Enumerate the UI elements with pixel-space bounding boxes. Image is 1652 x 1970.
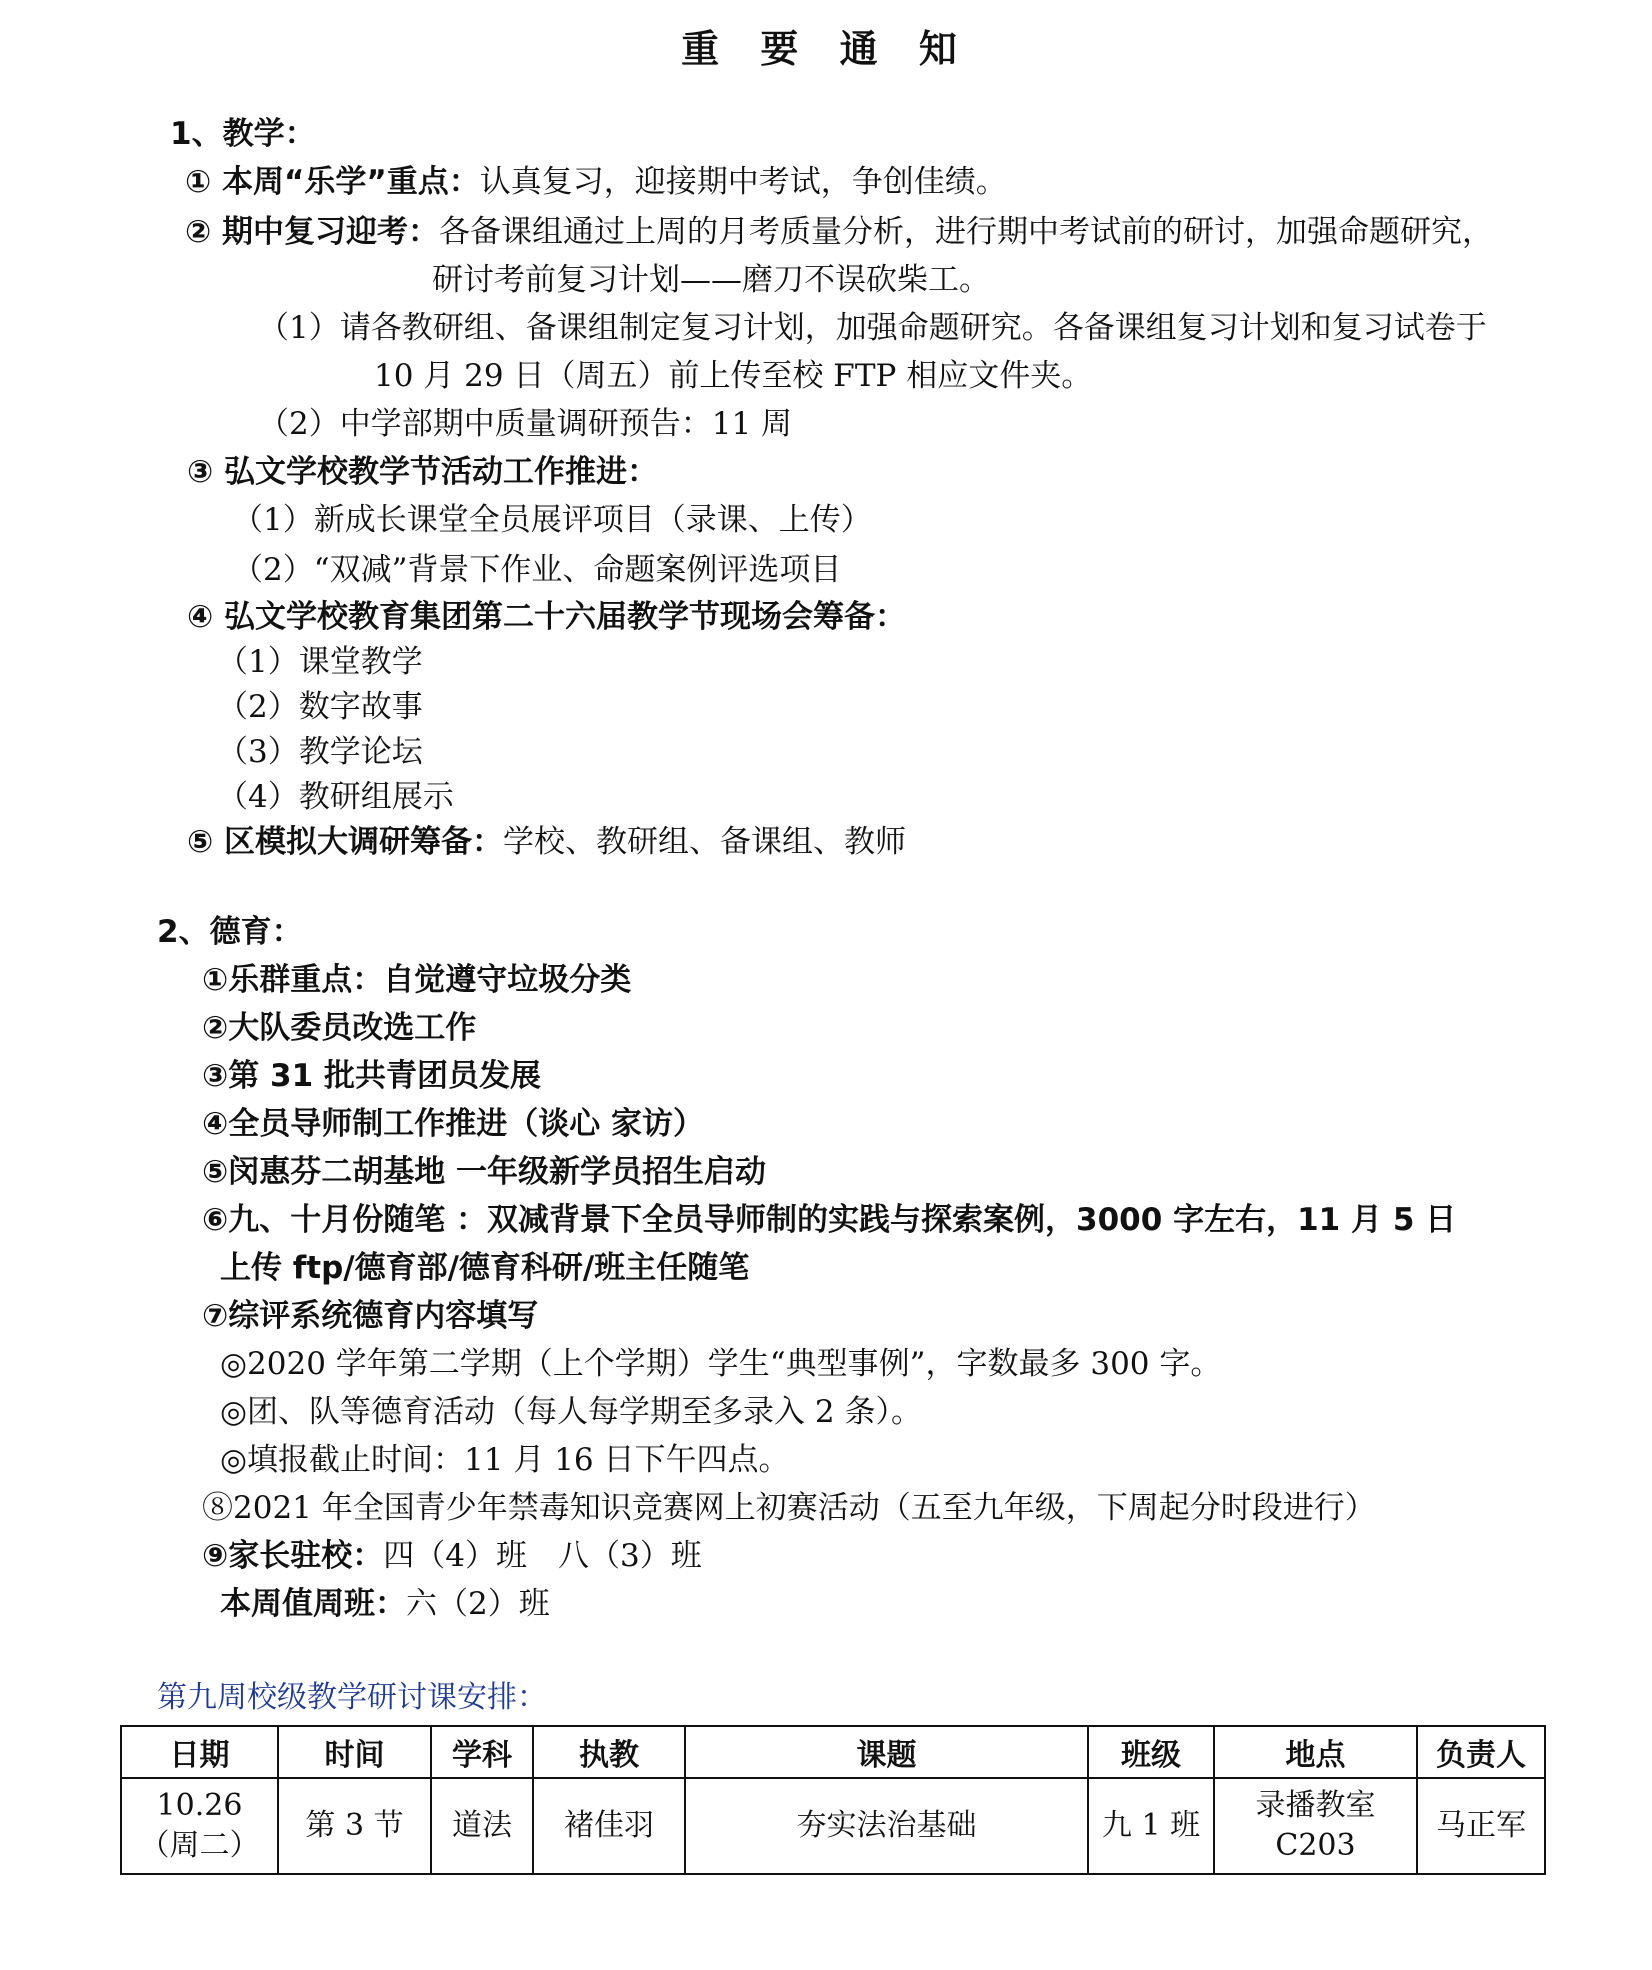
cell-teacher: 褚佳羽 [533, 1778, 685, 1874]
column-header: 学科 [431, 1726, 533, 1778]
teaching-item-1 [185, 162, 1007, 202]
teaching-item-3-sub-2: （2）“双减”背景下作业、命题案例评选项目 [232, 552, 842, 588]
teaching-item-3-label: ③ 弘文学校教学节活动工作推进： [187, 454, 659, 490]
moral-heading: 2、德育： [157, 914, 303, 950]
schedule-heading: 第九周校级教学研讨课安排： [157, 1680, 547, 1715]
column-header: 负责人 [1417, 1726, 1545, 1778]
teaching-item-2-sub-1-cont: 10 月 29 日（周五）前上传至校 FTP 相应文件夹。 [374, 358, 1093, 394]
column-header: 日期 [121, 1726, 278, 1778]
cell-place [1214, 1778, 1417, 1874]
teaching-item-2-label: ② 期中复习迎考： [185, 214, 440, 250]
moral-item-1: ①乐群重点：自觉遵守垃圾分类 [202, 962, 632, 998]
teaching-item-5-text: 学校、教研组、备课组、教师 [503, 824, 907, 860]
cell-time: 第 3 节 [278, 1778, 431, 1874]
table-row [121, 1778, 1545, 1874]
duty-class-label: 本周值周班： [220, 1586, 406, 1622]
cell-place-line-2: C203 [1275, 1828, 1356, 1863]
teaching-item-2-sub-1: （1）请各教研组、备课组制定复习计划，加强命题研究。各备课组复习计划和复习试卷于 [258, 310, 1487, 346]
page-title: 重 要 通 知 [681, 27, 971, 71]
teaching-item-4-label: ④ 弘文学校教育集团第二十六届教学节现场会筹备： [187, 599, 907, 635]
teaching-item-2-sub-2: （2）中学部期中质量调研预告：11 周 [258, 406, 793, 442]
teaching-item-4-sub: （3）教学论坛 [217, 734, 423, 770]
moral-item-9-label: ⑨家长驻校： [202, 1538, 384, 1574]
teaching-item-2 [185, 212, 1493, 252]
column-header: 班级 [1088, 1726, 1214, 1778]
schedule-table [120, 1725, 1546, 1875]
teaching-item-4-sub: （1）课堂教学 [217, 644, 423, 680]
teaching-item-1-label: ① 本周“乐学”重点： [185, 164, 480, 200]
moral-item-9-text: 四（4）班 八（3）班 [383, 1538, 702, 1574]
moral-item-6: ⑥九、十月份随笔 ：双减背景下全员导师制的实践与探索案例，3000 字左右，11 月 5 日 [202, 1202, 1457, 1238]
teaching-item-3-sub-1: （1）新成长课堂全员展评项目（录课、上传） [232, 502, 872, 538]
column-header: 地点 [1214, 1726, 1417, 1778]
cell-place-line-1: 录播教室 [1255, 1788, 1376, 1823]
moral-item-4: ④全员导师制工作推进（谈心 家访） [202, 1106, 705, 1142]
moral-item-7-sub: ◎2020 学年第二学期（上个学期）学生“典型事例”，字数最多 300 字。 [220, 1346, 1222, 1382]
moral-item-6-cont: 上传 ftp/德育部/德育科研/班主任随笔 [220, 1250, 750, 1286]
cell-owner: 马正军 [1417, 1778, 1545, 1874]
cell-date-line-2: （周二） [139, 1828, 260, 1863]
teaching-item-5 [187, 822, 906, 862]
column-header: 执教 [533, 1726, 685, 1778]
moral-item-7-sub: ◎团、队等德育活动（每人每学期至多录入 2 条）。 [220, 1394, 922, 1430]
teaching-item-4-sub: （2）数字故事 [217, 689, 423, 725]
moral-item-7: ⑦综评系统德育内容填写 [202, 1298, 539, 1334]
duty-class-text: 六（2）班 [406, 1586, 550, 1622]
moral-item-5: ⑤闵惠芬二胡基地 一年级新学员招生启动 [202, 1154, 767, 1190]
cell-class: 九 1 班 [1088, 1778, 1214, 1874]
column-header: 课题 [685, 1726, 1088, 1778]
moral-item-3: ③第 31 批共青团员发展 [202, 1058, 541, 1094]
column-header: 时间 [278, 1726, 431, 1778]
teaching-item-2-text: 各备课组通过上周的月考质量分析，进行期中考试前的研讨，加强命题研究， [439, 214, 1494, 250]
teaching-item-5-label: ⑤ 区模拟大调研筹备： [187, 824, 504, 860]
moral-item-2: ②大队委员改选工作 [202, 1010, 477, 1046]
moral-item-7-sub: ◎填报截止时间：11 月 16 日下午四点。 [220, 1442, 790, 1478]
teaching-heading: 1、教学： [170, 116, 316, 152]
cell-subject: 道法 [431, 1778, 533, 1874]
teaching-item-4-sub: （4）教研组展示 [217, 779, 454, 815]
teaching-item-2-cont: 研讨考前复习计划——磨刀不误砍柴工。 [432, 262, 990, 298]
duty-class [220, 1584, 550, 1624]
cell-date-line-1: 10.26 [156, 1788, 243, 1823]
cell-date [121, 1778, 278, 1874]
cell-topic: 夯实法治基础 [685, 1778, 1088, 1874]
teaching-item-1-text: 认真复习，迎接期中考试，争创佳绩。 [479, 164, 1007, 200]
moral-item-9 [202, 1536, 702, 1576]
table-header-row [121, 1726, 1545, 1778]
moral-item-8: ⑧2021 年全国青少年禁毒知识竞赛网上初赛活动（五至九年级，下周起分时段进行） [202, 1490, 1376, 1526]
